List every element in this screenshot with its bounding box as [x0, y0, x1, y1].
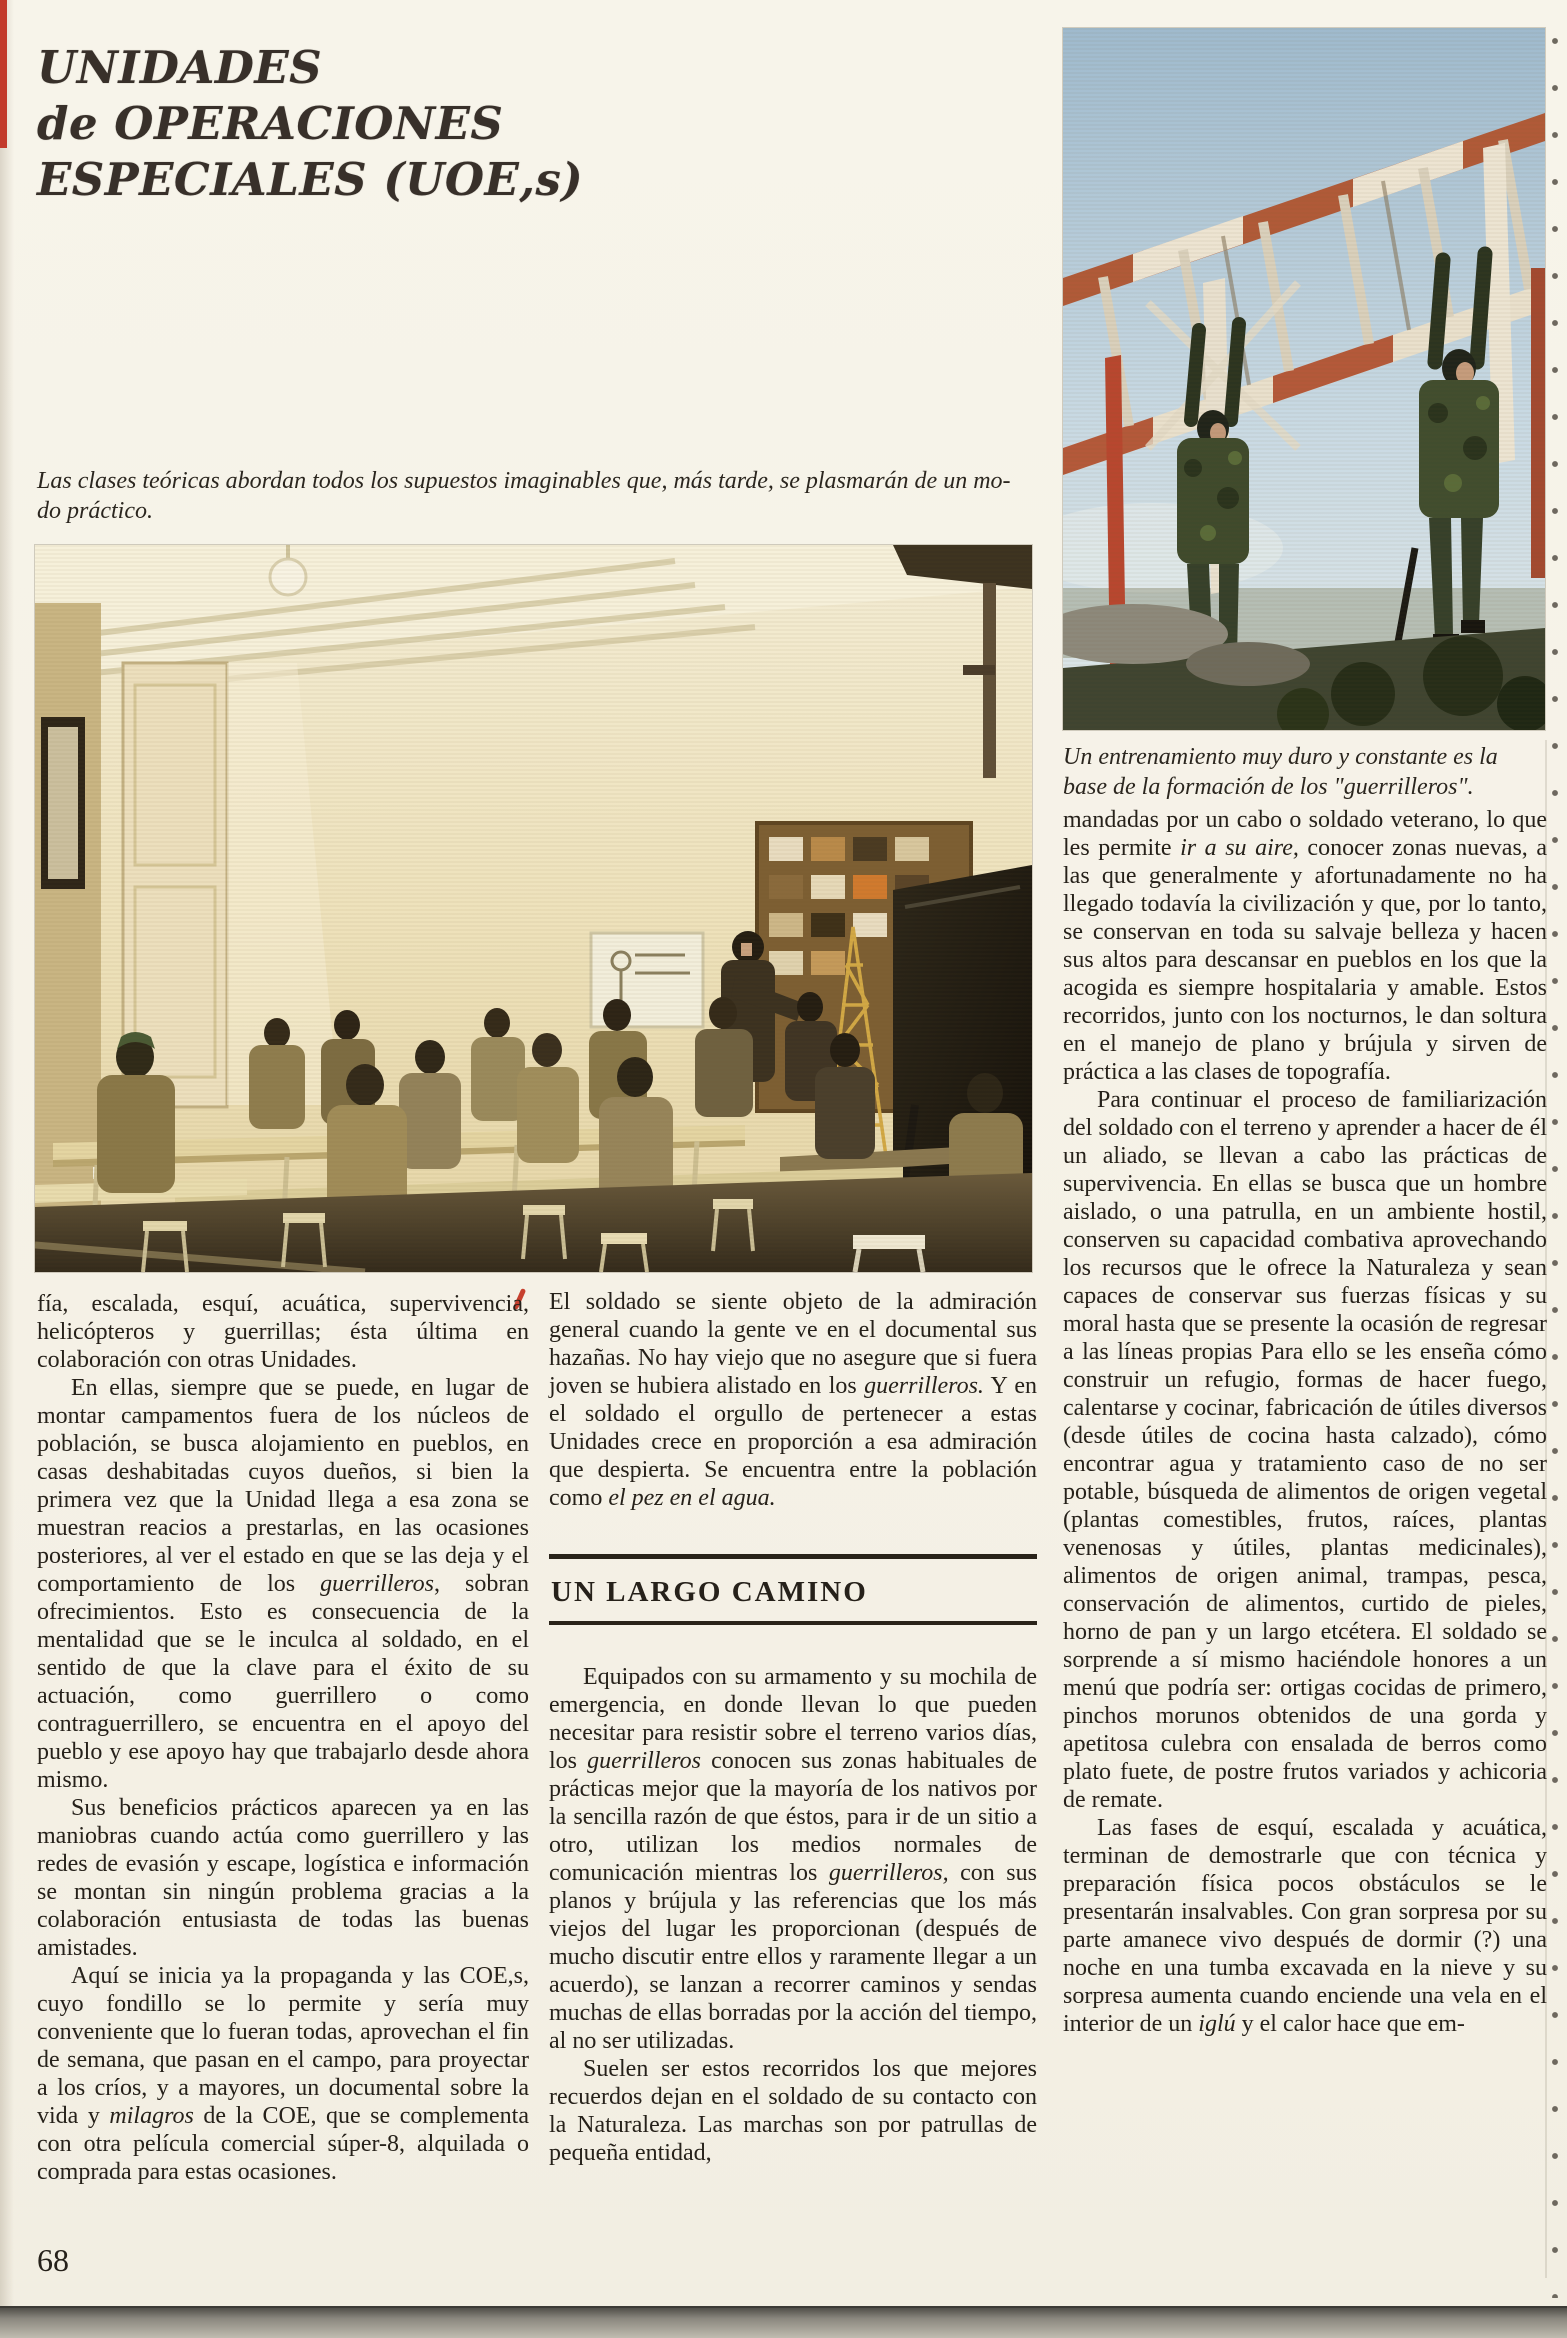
training-photo-graphic	[1063, 28, 1545, 730]
classroom-photo	[35, 545, 1032, 1272]
title-line-3: ESPECIALES (UOE,s)	[37, 153, 584, 206]
middle-column-top-text	[549, 1288, 1037, 1512]
paragraph: El soldado se siente objeto de la admiración general cuando la gente ve en el documental sus hazañas. No hay viejo que no asegure que si fuera joven se hubiera alistado en los guerrilleros. Y en el soldado el orgullo de pertenecer a estas Unidades crece en proporción a esa admiración que despierta. Se encuentra entre la población como el pez en el agua.	[549, 1289, 1037, 1511]
title-line-2: de OPERACIONES	[37, 97, 504, 150]
section-heading: UN LARGO CAMINO	[551, 1576, 868, 1608]
classroom-caption-line-1: Las clases teóricas abordan todos los supuestos imaginables que, más tarde, se plasmarán de un mo-	[37, 468, 1011, 494]
article-title	[37, 40, 677, 208]
section-rule-top	[549, 1554, 1037, 1559]
section-rule-bottom	[549, 1621, 1037, 1625]
article-column-right	[1063, 806, 1547, 2038]
title-line-1: UNIDADES	[37, 41, 323, 94]
training-photo-caption	[1063, 742, 1549, 802]
article-column-left	[37, 1290, 529, 2186]
paragraph: Equipados con su armamento y su mochila de emergencia, en donde llevan lo que pueden necesitar para resistir sobre el terreno varios días, los guerrilleros conocen sus zonas habituales de prácticas mejor que la mayoría de los nativos por la sencilla razón de que éstos, para ir de un sitio a otro, utilizan los medios normales de comunicación mientras los guerrilleros, con sus planos y brújula y las referencias que los más viejos del lugar les proporcionan (después de mucho discutir entre ellos y raramente llegar a un acuerdo), se lanzan a recorrer caminos y sendas muchas de ellas borradas por la acción del tiempo, al no ser utilizadas.	[549, 1664, 1037, 2054]
scanner-edge-strip	[0, 2306, 1567, 2338]
paragraph: Suelen ser estos recorridos los que mejores recuerdos dejan en el soldado de su contacto con la Naturaleza. Las marchas son por patrullas de pequeña entidad,	[549, 2056, 1037, 2166]
paragraph: Aquí se inicia ya la propaganda y las COE,s, cuyo fondillo se lo permite y sería muy conveniente que lo fueran todas, aprovechan el fin de semana, que pasan en el campo, para proyectar a los críos, y a mayores, un documental sobre la vida y milagros de la COE, que se complementa con otra película comercial súper-8, alquilada o comprada para estas ocasiones.	[37, 1963, 529, 2185]
training-caption-line-2: base de la formación de los "guerrilleros".	[1063, 774, 1474, 800]
perforation-dots	[1551, 36, 1559, 2298]
article-column-middle	[549, 1288, 1037, 2167]
training-caption-line-1: Un entrenamiento muy duro y constante es la	[1063, 744, 1498, 770]
paragraph: Sus beneficios prácticos aparecen ya en las maniobras cuando actúa como guerrillero y las redes de evasión y escape, logística e información se montan sin ningún problema gracias a la colaboración entusiasta de todas las buenas amistades.	[37, 1795, 529, 1961]
classroom-caption-line-2: do práctico.	[37, 498, 153, 524]
training-photo	[1063, 28, 1545, 730]
paragraph: fía, escalada, esquí, acuática, supervivencia, helicópteros y guerrillas; ésta última en colaboración con otras Unidades.	[37, 1291, 529, 1373]
classroom-photo-caption	[37, 466, 1041, 526]
page-number: 68	[37, 2242, 69, 2278]
page-left-shading	[0, 0, 14, 2338]
paragraph: mandadas por un cabo o soldado veterano, lo que les permite ir a su aire, conocer zonas nuevas, a las que generalmente y afortunadamente no ha llegado todavía la civilización y que, por lo tanto, se conservan en toda su salvaje belleza y hacen sus altos para descansar en pueblos en los que la acogida es siempre hospitalaria y amable. Estos recorridos, junto con los nocturnos, le dan soltura en el manejo de plano y brújula y sirven de práctica a las clases de topografía.	[1063, 807, 1547, 1085]
middle-column-bottom-text	[549, 1663, 1037, 2167]
paragraph: En ellas, siempre que se puede, en lugar de montar campamentos fuera de los núcleos de población, se busca alojamiento en pueblos, en casas deshabitadas cuyos dueños, si bien la primera vez que la Unidad llega a esa zona se muestran reacios a prestarlas, en las ocasiones posteriores, al ver el estado en que se las deja y el comportamiento de los guerrilleros, sobran ofrecimientos. Esto es consecuencia de la mentalidad que se le inculca al soldado, en el sentido de que la clave para el éxito de su actuación, como guerrillero o como contraguerrillero, se encuentra en el apoyo del pueblo y ese apoyo hay que trabajarlo desde ahora mismo.	[37, 1375, 530, 1793]
classroom-photo-graphic	[35, 545, 1032, 1272]
paragraph: Para continuar el proceso de familiarización del soldado con el terreno y aprender a hacer de él un aliado, se llevan a cabo las prácticas de supervivencia. En ellas se busca que un hombre aislado, o una patrulla, en un ambiente hostil, conserven su capacidad combativa aprovechando los recursos que le ofrece la Naturaleza y sean capaces de conservar sus fuerzas físicas y su moral hasta que se presente la ocasión de regresar a las líneas propias Para ello se les enseña cómo construir un refugio, formas de hacer fuego, calentarse y cocinar, fabricación de útiles diversos (desde útiles de cocina hasta calzado), cómo encontrar agua y tratamiento caso de no ser potable, búsqueda de alimentos de origen vegetal (plantas comestibles, frutos, raíces, plantas venenosas y útiles, plantas medicinales), alimentos de origen animal, trampas, pesca, conservación de alimentos, curtido de pieles, horno de pan y un largo etcétera. El soldado se sorprende a sí mismo haciéndole honores a un menú que podría ser: ortigas cocidas de primero, pinchos morunos obtenidos de una gorda y apetitosa culebra con ensalada de berros como plato fuete, de postre frutos variados y achicoria de remate.	[1063, 1087, 1547, 1813]
red-edge-mark	[0, 0, 7, 148]
paragraph: Las fases de esquí, escalada y acuática, terminan de demostrarle que con técnica y preparación física pocos obstáculos se le presentarán insalvables. Con gran sorpresa por su parte amanece vivo después de dormir (?) una noche en una tumba excavada en la nieve y su sorpresa aumenta cuando enciende una vela en el interior de un iglú y el calor hace que em-	[1063, 1815, 1547, 2037]
paper-crease	[1545, 740, 1547, 2278]
